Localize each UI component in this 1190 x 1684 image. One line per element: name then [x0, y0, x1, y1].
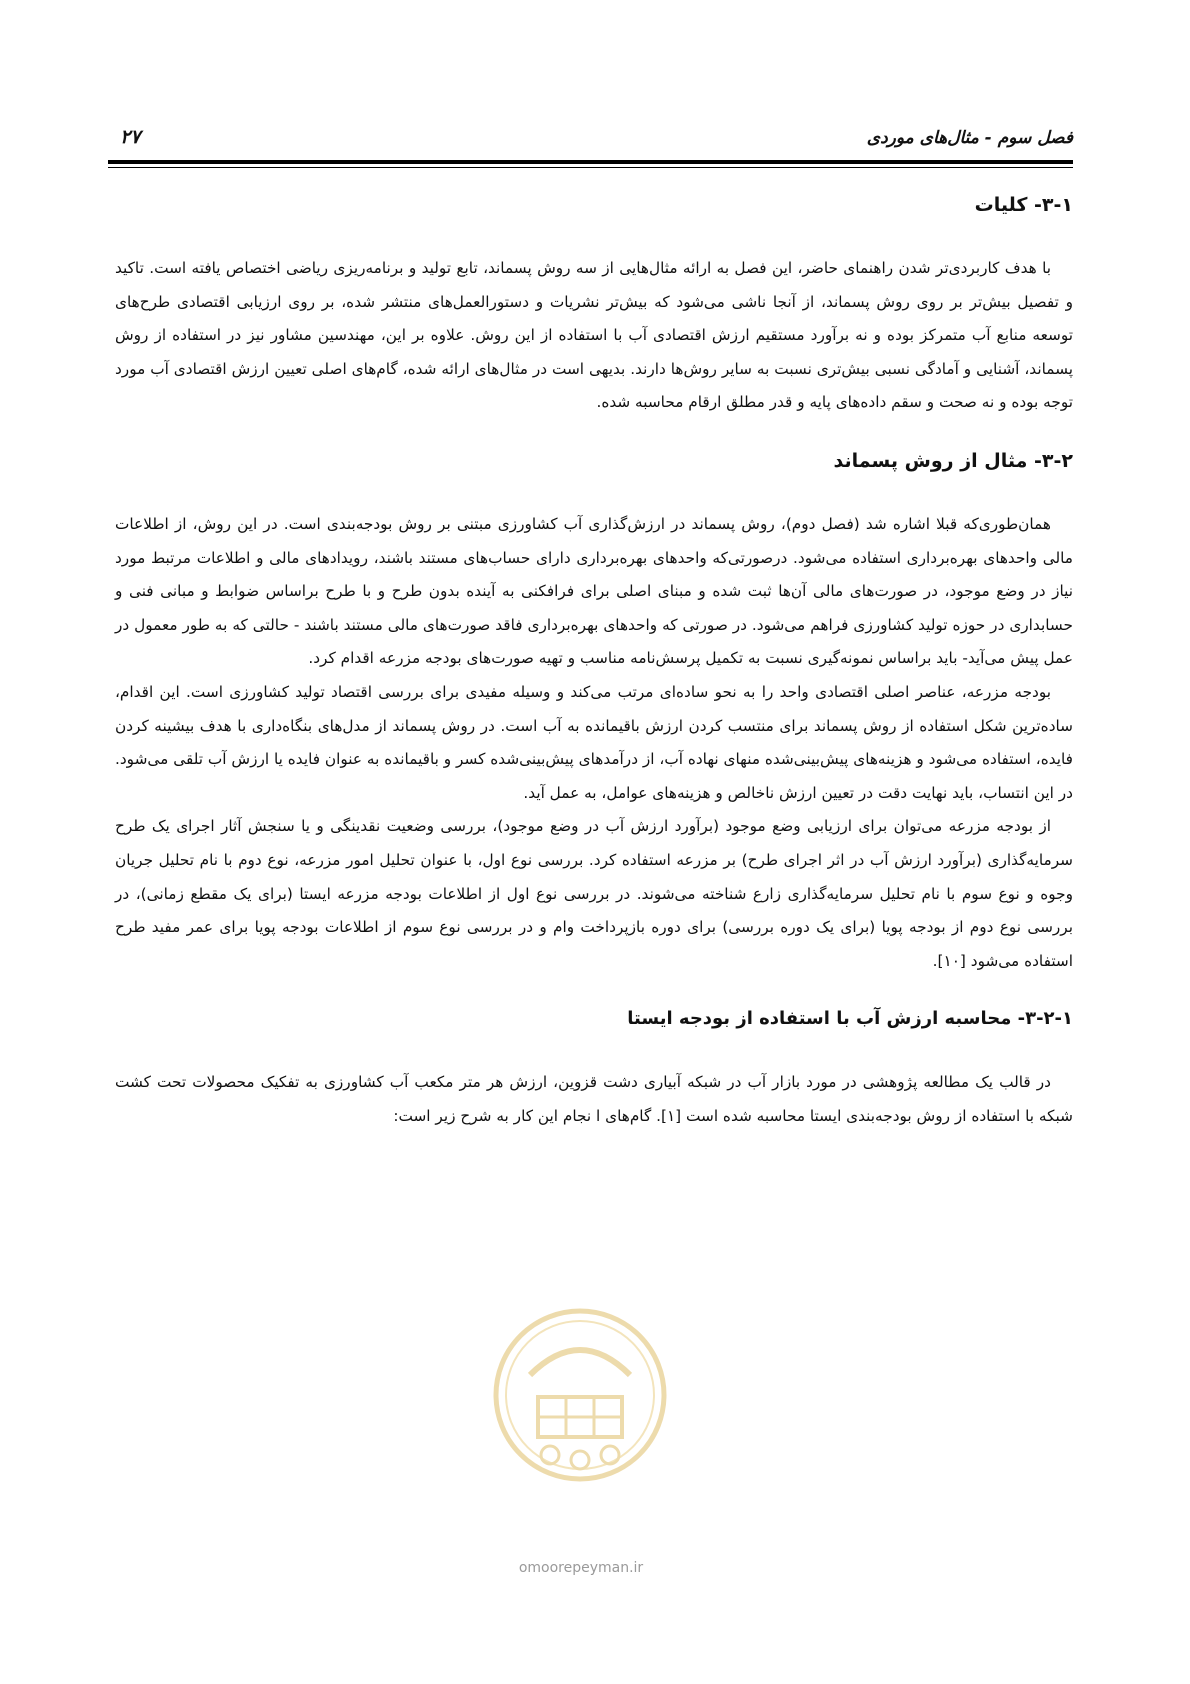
running-header-title: فصل سوم - مثال‌های موردی: [866, 128, 1073, 148]
watermark-url: omoorepeyman.ir: [518, 1560, 644, 1576]
page-number: ۲۷: [120, 126, 141, 148]
paragraph: با هدف کاربردی‌تر شدن راهنمای حاضر، این فصل به ارائه مثال‌هایی از سه روش پسماند، تابع تولید و برنامه‌ریزی ریاضی اختصاص یافته است. تاکید و تفصیل بیش‌تر بر روی روش پسماند، از آنجا ناشی می‌شود که بیش‌تر نشریات و دستورالعمل‌های منتشر شده، بر روی ارزیابی اقتصادی طرح‌های توسعه منابع آب متمرکز بوده و نه برآورد مستقیم ارزش اقتصادی آب با استفاده از این روش. علاوه بر این، مهندسین مشاور نیز در استفاده از روش پسماند، آشنایی و آمادگی نسبی بیش‌تری نسبت به سایر روش‌ها دارند. بدیهی است در مثال‌های ارائه شده، گام‌های اصلی تعیین ارزش اقتصادی آب مورد توجه بوده و نه صحت و سقم داده‌های پایه و قدر مطلق ارقام محاسبه شده.: [115, 259, 1073, 412]
paragraph: همان‌طوری‌که قبلا اشاره شد (فصل دوم)، روش پسماند در ارزش‌گذاری آب کشاورزی مبتنی بر روش بودجه‌بندی است. در این روش، از اطلاعات مالی واحدهای بهره‌برداری استفاده می‌شود. درصورتی‌که واحدهای بهره‌برداری دارای حساب‌های مستند باشند، رویدادهای مالی و اطلاعات مرتبط مورد نیاز در وضع موجود، در صورت‌های مالی آن‌ها ثبت شده و مبنای اصلی برای فرافکنی به آینده بدون طرح و با طرح براساس ضوابط و مبانی فنی و حسابداری در حوزه تولید کشاورزی فراهم می‌شود. در صورتی که واحدهای بهره‌برداری فاقد صورت‌های مالی مستند باشند - حالتی که به طور معمول در عمل پیش می‌آید- باید براساس نمونه‌گیری نسبت به تکمیل پرسش‌نامه مناسب و تهیه صورت‌های بودجه مزرعه اقدام کرد.: [115, 514, 1073, 668]
header-rule-thin: [108, 167, 1073, 168]
section-heading-overview: ۳-۱- کلیات: [974, 194, 1073, 216]
watermark-logo-icon: [490, 1305, 670, 1485]
header-rule-thick: [108, 160, 1073, 164]
page-header: [108, 128, 1073, 160]
paragraph: در قالب یک مطالعه پژوهشی در مورد بازار آب در شبکه آبیاری دشت قزوین، ارزش هر متر مکعب آب کشاورزی به تفکیک محصولات تحت کشت شبکه با استفاده از روش بودجه‌بندی ایستا محاسبه شده است [۱]. گام‌های ا نجام این کار به شرح زیر است:: [115, 1073, 1073, 1125]
section-heading-residual-example: ۳-۲- مثال از روش پسماند: [833, 449, 1073, 472]
paragraph: از بودجه مزرعه می‌توان برای ارزیابی وضع موجود (برآورد ارزش آب در وضع موجود)، بررسی وضعیت نقدینگی و یا سنجش آثار اجرای یک طرح سرمایه‌گذاری (برآورد ارزش آب در اثر اجرای طرح) بر مزرعه استفاده کرد. بررسی نوع اول، با عنوان تحلیل امور مزرعه، نوع دوم با نام تحلیل جریان وجوه و نوع سوم با نام تحلیل سرمایه‌گذاری زارع شناخته می‌شوند. در بررسی نوع اول از اطلاعات بودجه مزرعه ایستا (برای یک مقطع زمانی)، در بررسی نوع دوم از بودجه پویا (برای یک دوره بررسی) برای دوره بازپرداخت وام و در بررسی نوع سوم از اطلاعات بودجه پویا برای عمر مفید طرح استفاده می‌شود [۱۰].: [115, 817, 1073, 970]
subsection-heading-static-budget: ۳-۲-۱- محاسبه ارزش آب با استفاده از بودجه ایستا: [627, 1008, 1073, 1030]
page-content: [115, 188, 1073, 1133]
paragraph: بودجه مزرعه، عناصر اصلی اقتصادی واحد را به نحو ساده‌ای مرتب می‌کند و وسیله مفیدی برای بررسی اقتصاد تولید کشاورزی است. این اقدام، ساده‌ترین شکل استفاده از روش پسماند برای منتسب کردن ارزش باقیمانده به آب است. در روش پسماند از مدل‌های بنگاه‌داری با هدف بیشینه کردن فایده، استفاده می‌شود و هزینه‌های پیش‌بینی‌شده منهای نهاده آب، از درآمدهای پیش‌بینی‌شده کسر و باقیمانده به عنوان فایده یا ارزش آب تلقی می‌شود. در این انتساب، باید نهایت دقت در تعیین ارزش ناخالص و هزینه‌های عوامل، به عمل آید.: [115, 682, 1073, 802]
